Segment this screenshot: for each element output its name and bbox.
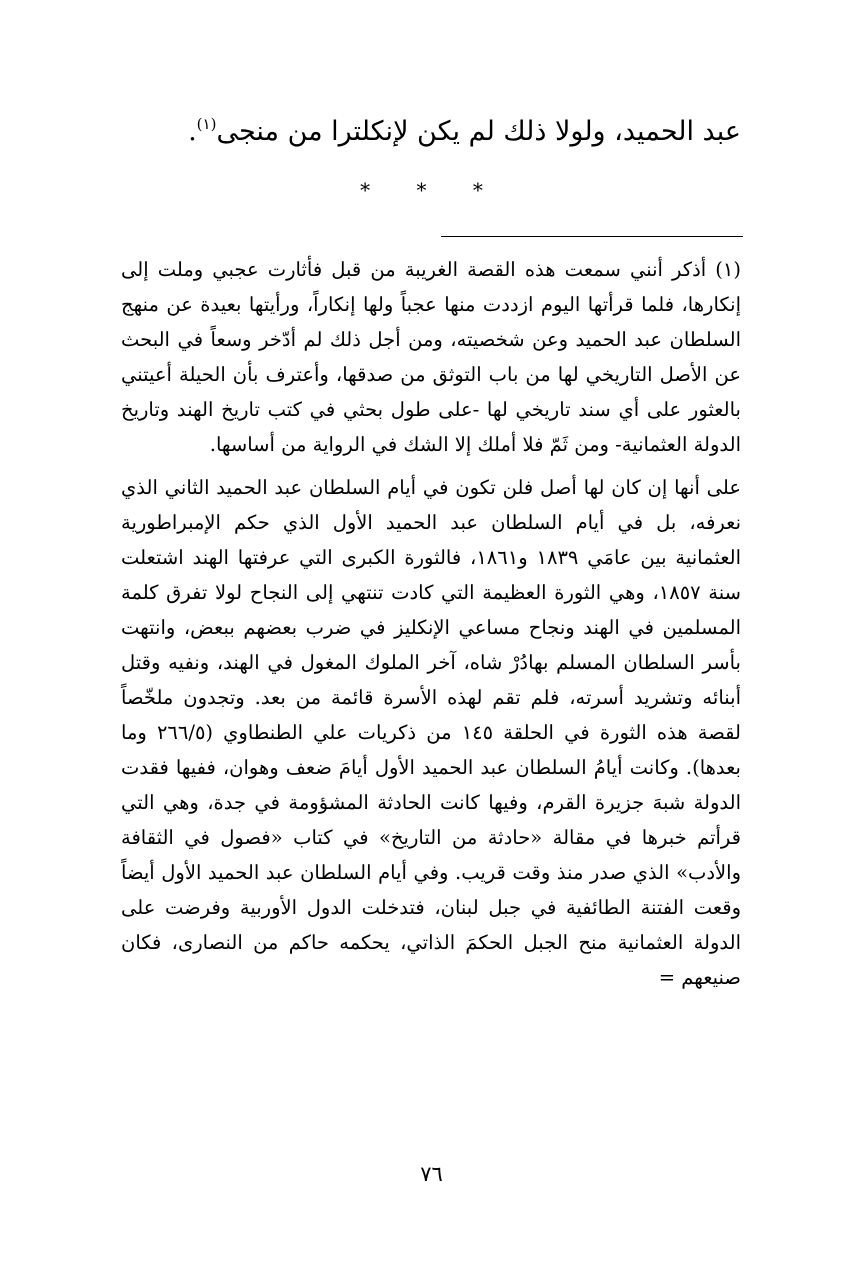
footnote-marker: (١): [715, 258, 741, 281]
footnote-paragraph-1: [121, 252, 741, 462]
page-number: ٧٦: [420, 1162, 443, 1186]
section-separator: * * *: [360, 178, 503, 202]
main-text-line: [121, 110, 741, 154]
footnote-divider: [441, 236, 743, 237]
main-text-end-punct: .: [188, 116, 197, 147]
footnote-paragraph-2: على أنها إن كان لها أصل فلن تكون في أيام السلطان عبد الحميد الثاني الذي نعرفه، بل في أيام السلطان عبد الحميد الأول الذي حكم الإمبراطورية العثمانية بين عامَي ١٨٣٩ و١٨٦١، فالثورة الكبرى التي عرفتها الهند اشتعلت سنة ١٨٥٧، وهي الثورة العظيمة التي كادت تنتهي إلى النجاح لولا تفرق كلمة المسلمين في الهند ونجاح مساعي الإنكليز في ضرب بعضهم ببعض، وانتهت بأسر السلطان المسلم بهادُرْ شاه، آخر الملوك المغول في الهند، ونفيه وقتل أبنائه وتشريد أسرته، فلم تقم لهذه الأسرة قائمة من بعد. وتجدون ملخّصاً لقصة هذه الثورة في الحلقة ١٤٥ من ذكريات علي الطنطاوي (٢٦٦/٥ وما بعدها). وكانت أيامُ السلطان عبد الحميد الأول أيامَ ضعف وهوان، ففيها فقدت الدولة شبهَ جزيرة القرم، وفيها كانت الحادثة المشؤومة في جدة، وهي التي قرأتم خبرها في مقالة «حادثة من التاريخ» في كتاب «فصول في الثقافة والأدب» الذي صدر منذ وقت قريب. وفي أيام السلطان عبد الحميد الأول أيضاً وقعت الفتنة الطائفية في جبل لبنان، فتدخلت الدول الأوربية وفرضت على الدولة العثمانية منح الجبل الحكمَ الذاتي، يحكمه حاكم من النصارى، فكان صنيعهم =: [121, 476, 741, 989]
footnote-reference: (١): [196, 115, 217, 133]
footnote-block: [121, 252, 741, 995]
main-text-body: عبد الحميد، ولولا ذلك لم يكن لإنكلترا من منجى: [216, 116, 741, 147]
footnote-paragraph-1-text: أذكر أنني سمعت هذه القصة الغريبة من قبل فأثارت عجبي وملت إلى إنكارها، فلما قرأتها اليوم ازددت منها عجباً ولها إنكاراً، ورأيتها بعيدة عن منهج السلطان عبد الحميد وعن شخصيته، ومن أجل ذلك لم أدّخر وسعاً في البحث عن الأصل التاريخي لها من باب التوثق من صدقها، وأعترف بأن الحيلة أعيتني بالعثور على أي سند تاريخي لها -على طول بحثي في كتب تاريخ الهند وتاريخ الدولة العثمانية- ومن ثَمّ فلا أملك إلا الشك في الرواية من أساسها.: [121, 258, 741, 456]
